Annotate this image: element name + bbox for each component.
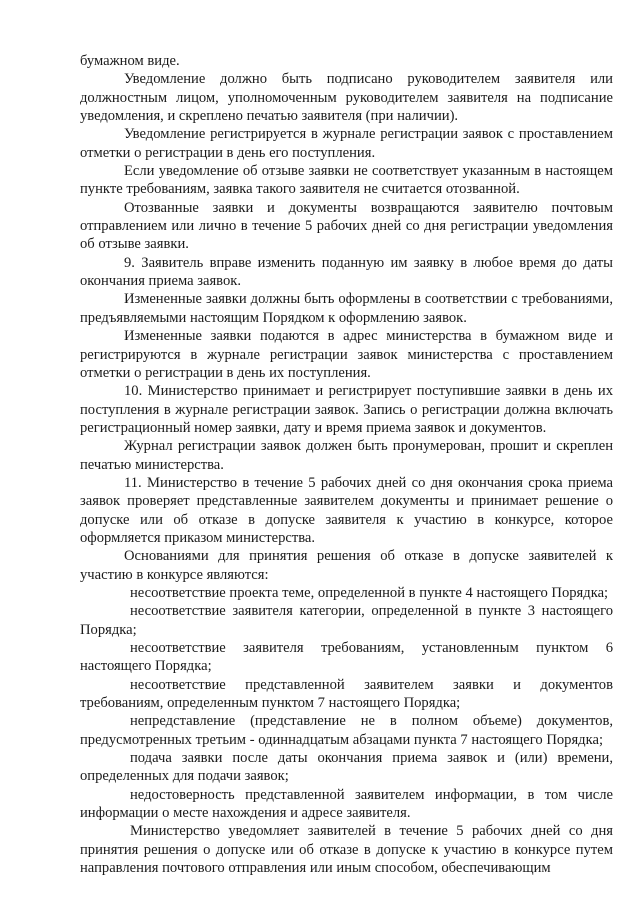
list-item: недостоверность представленной заявителем информации, в том числе информации о месте нахождения и адресе заявителя.: [80, 786, 613, 822]
paragraph-clause-11: 11. Министерство в течение 5 рабочих дней со дня окончания срока приема заявок проверяет представленные заявителем документы и принимает решение о допуске или об отказе в допуске заявителя к участию в конкурсе, которое оформляется приказом министерства.: [80, 474, 613, 546]
paragraph-clause-9: 9. Заявитель вправе изменить поданную им заявку в любое время до даты окончания приема заявок.: [80, 254, 613, 290]
list-item: несоответствие проекта теме, определенной в пункте 4 настоящего Порядка;: [130, 584, 609, 601]
list-item: несоответствие заявителя требованиям, установленным пунктом 6 настоящего Порядка;: [80, 640, 613, 675]
paragraph-continuation: бумажном виде.: [80, 53, 180, 69]
paragraph-changed-requirements: Измененные заявки должны быть оформлены в соответствии с требованиями, предъявляемыми настоящим Порядком к оформлению заявок.: [80, 291, 613, 326]
paragraph-journal: Журнал регистрации заявок должен быть пронумерован, прошит и скреплен печатью министерства.: [80, 438, 613, 473]
paragraph-notice-mismatch: Если уведомление об отзыве заявки не соответствует указанным в настоящем пункте требованиям, заявка такого заявителя не считается отозванной.: [80, 163, 613, 198]
paragraph-withdrawn-return: Отозванные заявки и документы возвращаются заявителю почтовым отправлением или лично в течение 5 рабочих дней со дня регистрации уведомления об отзыве заявки.: [80, 199, 613, 253]
paragraph-notice-signature: Уведомление должно быть подписано руководителем заявителя или должностным лицом, уполномоченным руководителем заявителя на подписание уведомления, и скреплено печатью заявителя (при наличии).: [80, 71, 613, 125]
list-item: непредставление (представление не в полном объеме) документов, предусмотренных третьим - одиннадцатым абзацами пункта 7 настоящего Порядка;: [80, 713, 613, 748]
document-page: [80, 52, 613, 877]
paragraph-changed-submission: Измененные заявки подаются в адрес министерства в бумажном виде и регистрируются в журнале регистрации заявок министерства с проставлением отметки о регистрации в день их поступления.: [80, 328, 613, 381]
list-item: несоответствие заявителя категории, определенной в пункте 3 настоящего Порядка;: [80, 603, 613, 638]
list-item: подача заявки после даты окончания приема заявок и (или) времени, определенных для подачи заявок;: [80, 750, 613, 785]
list-item: несоответствие представленной заявителем заявки и документов требованиям, определенным пунктом 7 настоящего Порядка;: [80, 676, 613, 712]
paragraph-notification: Министерство уведомляет заявителей в течение 5 рабочих дней со дня принятия решения о допуске или об отказе в допуске к участию в конкурсе путем направления почтового отправления или иным способом, обеспечивающим: [80, 823, 613, 877]
paragraph-notice-registration: Уведомление регистрируется в журнале регистрации заявок с проставлением отметки о регистрации в день его поступления.: [80, 126, 613, 161]
paragraph-grounds-intro: Основаниями для принятия решения об отказе в допуске заявителей к участию в конкурсе являются:: [80, 548, 613, 583]
paragraph-clause-10: 10. Министерство принимает и регистрирует поступившие заявки в день их поступления в журнале регистрации заявок. Запись о регистрации должна включать регистрационный номер заявки, дату и время приема заявок и документов.: [80, 383, 613, 436]
